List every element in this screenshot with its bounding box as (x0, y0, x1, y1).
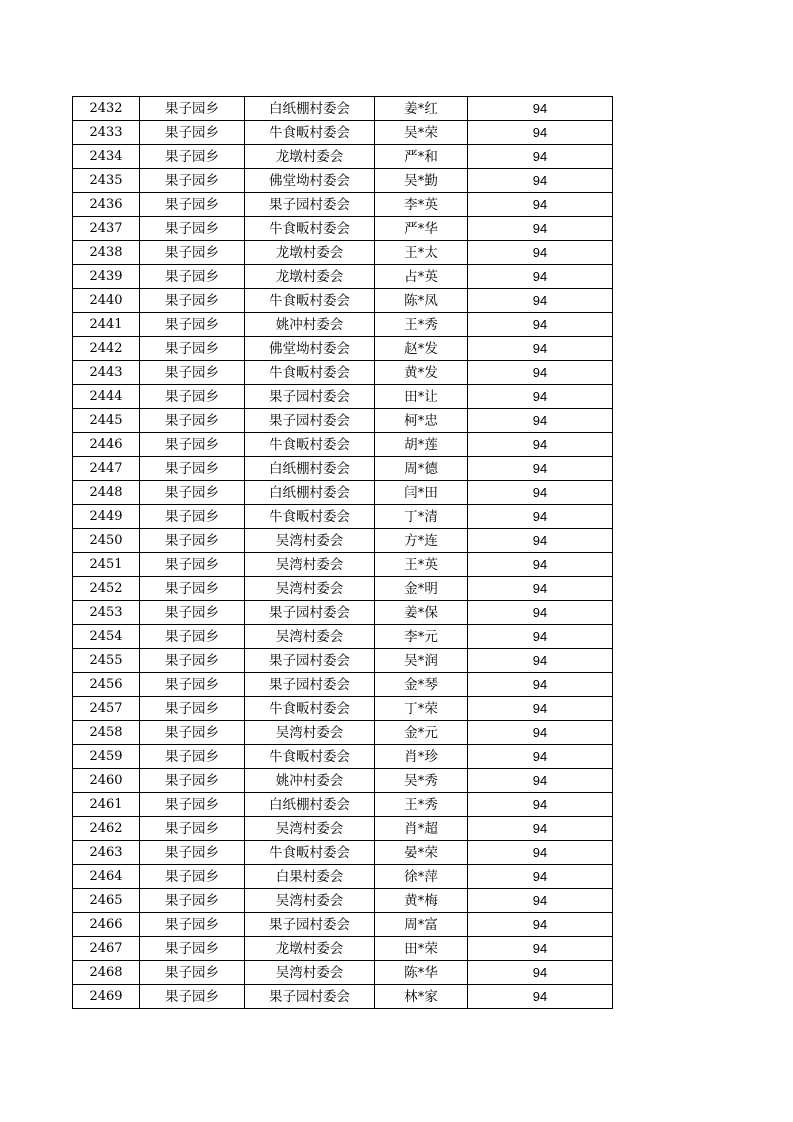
row-number-cell: 2455 (73, 649, 140, 673)
village-committee-cell: 吴湾村委会 (245, 961, 375, 985)
table-row (73, 841, 613, 865)
township-cell: 果子园乡 (140, 841, 245, 865)
row-number-cell: 2453 (73, 601, 140, 625)
name-cell: 姜*红 (375, 97, 468, 121)
name-cell: 周*富 (375, 913, 468, 937)
row-number-cell: 2435 (73, 169, 140, 193)
table-row (73, 433, 613, 457)
township-cell: 果子园乡 (140, 697, 245, 721)
name-cell: 丁*清 (375, 505, 468, 529)
table-row (73, 265, 613, 289)
amount-cell: 94 (468, 433, 613, 457)
township-cell: 果子园乡 (140, 265, 245, 289)
row-number-cell: 2438 (73, 241, 140, 265)
row-number-cell: 2436 (73, 193, 140, 217)
row-number-cell: 2463 (73, 841, 140, 865)
amount-cell: 94 (468, 865, 613, 889)
table-row (73, 553, 613, 577)
name-cell: 李*元 (375, 625, 468, 649)
row-number-cell: 2461 (73, 793, 140, 817)
amount-cell: 94 (468, 697, 613, 721)
township-cell: 果子园乡 (140, 337, 245, 361)
table-row (73, 625, 613, 649)
row-number-cell: 2434 (73, 145, 140, 169)
township-cell: 果子园乡 (140, 121, 245, 145)
township-cell: 果子园乡 (140, 409, 245, 433)
township-cell: 果子园乡 (140, 313, 245, 337)
village-committee-cell: 果子园村委会 (245, 985, 375, 1009)
table-body (73, 97, 613, 1009)
table-row (73, 121, 613, 145)
amount-cell: 94 (468, 601, 613, 625)
table-row (73, 505, 613, 529)
amount-cell: 94 (468, 385, 613, 409)
village-committee-cell: 白纸棚村委会 (245, 457, 375, 481)
village-committee-cell: 吴湾村委会 (245, 889, 375, 913)
amount-cell: 94 (468, 337, 613, 361)
table-row (73, 913, 613, 937)
row-number-cell: 2469 (73, 985, 140, 1009)
table-row (73, 289, 613, 313)
table-row (73, 361, 613, 385)
table-row (73, 985, 613, 1009)
township-cell: 果子园乡 (140, 553, 245, 577)
row-number-cell: 2440 (73, 289, 140, 313)
row-number-cell: 2441 (73, 313, 140, 337)
name-cell: 柯*忠 (375, 409, 468, 433)
township-cell: 果子园乡 (140, 217, 245, 241)
village-committee-cell: 牛食畈村委会 (245, 745, 375, 769)
village-committee-cell: 果子园村委会 (245, 193, 375, 217)
village-committee-cell: 白纸棚村委会 (245, 481, 375, 505)
township-cell: 果子园乡 (140, 769, 245, 793)
village-committee-cell: 果子园村委会 (245, 385, 375, 409)
township-cell: 果子园乡 (140, 913, 245, 937)
village-committee-cell: 吴湾村委会 (245, 625, 375, 649)
name-cell: 姜*保 (375, 601, 468, 625)
township-cell: 果子园乡 (140, 457, 245, 481)
township-cell: 果子园乡 (140, 529, 245, 553)
township-cell: 果子园乡 (140, 817, 245, 841)
name-cell: 周*德 (375, 457, 468, 481)
table-row (73, 817, 613, 841)
name-cell: 金*琴 (375, 673, 468, 697)
row-number-cell: 2457 (73, 697, 140, 721)
village-committee-cell: 果子园村委会 (245, 913, 375, 937)
row-number-cell: 2442 (73, 337, 140, 361)
name-cell: 吴*荣 (375, 121, 468, 145)
table-row (73, 673, 613, 697)
table-row (73, 169, 613, 193)
township-cell: 果子园乡 (140, 193, 245, 217)
row-number-cell: 2439 (73, 265, 140, 289)
name-cell: 田*荣 (375, 937, 468, 961)
village-committee-cell: 龙墩村委会 (245, 265, 375, 289)
row-number-cell: 2449 (73, 505, 140, 529)
village-committee-cell: 牛食畈村委会 (245, 697, 375, 721)
amount-cell: 94 (468, 769, 613, 793)
name-cell: 丁*荣 (375, 697, 468, 721)
township-cell: 果子园乡 (140, 673, 245, 697)
village-committee-cell: 龙墩村委会 (245, 145, 375, 169)
table-row (73, 793, 613, 817)
table-row (73, 745, 613, 769)
name-cell: 吴*润 (375, 649, 468, 673)
township-cell: 果子园乡 (140, 601, 245, 625)
township-cell: 果子园乡 (140, 169, 245, 193)
name-cell: 吴*秀 (375, 769, 468, 793)
table-row (73, 409, 613, 433)
name-cell: 王*太 (375, 241, 468, 265)
village-committee-cell: 白纸棚村委会 (245, 793, 375, 817)
township-cell: 果子园乡 (140, 505, 245, 529)
amount-cell: 94 (468, 529, 613, 553)
amount-cell: 94 (468, 289, 613, 313)
village-committee-cell: 牛食畈村委会 (245, 121, 375, 145)
row-number-cell: 2460 (73, 769, 140, 793)
township-cell: 果子园乡 (140, 625, 245, 649)
table-row (73, 961, 613, 985)
name-cell: 徐*萍 (375, 865, 468, 889)
name-cell: 吴*勤 (375, 169, 468, 193)
village-committee-cell: 牛食畈村委会 (245, 841, 375, 865)
amount-cell: 94 (468, 793, 613, 817)
village-committee-cell: 吴湾村委会 (245, 529, 375, 553)
name-cell: 黄*发 (375, 361, 468, 385)
village-committee-cell: 佛堂坳村委会 (245, 337, 375, 361)
amount-cell: 94 (468, 409, 613, 433)
table-row (73, 865, 613, 889)
amount-cell: 94 (468, 577, 613, 601)
village-committee-cell: 龙墩村委会 (245, 241, 375, 265)
name-cell: 李*英 (375, 193, 468, 217)
township-cell: 果子园乡 (140, 289, 245, 313)
amount-cell: 94 (468, 361, 613, 385)
name-cell: 王*秀 (375, 793, 468, 817)
village-committee-cell: 姚冲村委会 (245, 313, 375, 337)
table-row (73, 241, 613, 265)
amount-cell: 94 (468, 937, 613, 961)
table-row (73, 193, 613, 217)
amount-cell: 94 (468, 985, 613, 1009)
village-committee-cell: 果子园村委会 (245, 649, 375, 673)
row-number-cell: 2446 (73, 433, 140, 457)
row-number-cell: 2444 (73, 385, 140, 409)
amount-cell: 94 (468, 241, 613, 265)
table-row (73, 577, 613, 601)
township-cell: 果子园乡 (140, 433, 245, 457)
amount-cell: 94 (468, 265, 613, 289)
name-cell: 肖*超 (375, 817, 468, 841)
name-cell: 金*明 (375, 577, 468, 601)
township-cell: 果子园乡 (140, 97, 245, 121)
name-cell: 晏*荣 (375, 841, 468, 865)
row-number-cell: 2464 (73, 865, 140, 889)
name-cell: 田*让 (375, 385, 468, 409)
township-cell: 果子园乡 (140, 961, 245, 985)
row-number-cell: 2445 (73, 409, 140, 433)
name-cell: 陈*凤 (375, 289, 468, 313)
township-cell: 果子园乡 (140, 145, 245, 169)
village-committee-cell: 果子园村委会 (245, 409, 375, 433)
name-cell: 林*家 (375, 985, 468, 1009)
row-number-cell: 2433 (73, 121, 140, 145)
name-cell: 王*英 (375, 553, 468, 577)
amount-cell: 94 (468, 625, 613, 649)
village-committee-cell: 白纸棚村委会 (245, 97, 375, 121)
amount-cell: 94 (468, 145, 613, 169)
row-number-cell: 2450 (73, 529, 140, 553)
row-number-cell: 2432 (73, 97, 140, 121)
township-cell: 果子园乡 (140, 745, 245, 769)
table-row (73, 721, 613, 745)
row-number-cell: 2458 (73, 721, 140, 745)
amount-cell: 94 (468, 121, 613, 145)
table-row (73, 481, 613, 505)
village-committee-cell: 牛食畈村委会 (245, 505, 375, 529)
village-committee-cell: 龙墩村委会 (245, 937, 375, 961)
table-row (73, 337, 613, 361)
township-cell: 果子园乡 (140, 577, 245, 601)
row-number-cell: 2452 (73, 577, 140, 601)
table-row (73, 649, 613, 673)
name-cell: 肖*珍 (375, 745, 468, 769)
name-cell: 闫*田 (375, 481, 468, 505)
table-row (73, 937, 613, 961)
row-number-cell: 2468 (73, 961, 140, 985)
table-row (73, 889, 613, 913)
amount-cell: 94 (468, 673, 613, 697)
amount-cell: 94 (468, 841, 613, 865)
township-cell: 果子园乡 (140, 865, 245, 889)
name-cell: 黄*梅 (375, 889, 468, 913)
township-cell: 果子园乡 (140, 889, 245, 913)
row-number-cell: 2443 (73, 361, 140, 385)
row-number-cell: 2466 (73, 913, 140, 937)
township-cell: 果子园乡 (140, 721, 245, 745)
row-number-cell: 2437 (73, 217, 140, 241)
township-cell: 果子园乡 (140, 241, 245, 265)
name-cell: 占*英 (375, 265, 468, 289)
table-row (73, 145, 613, 169)
village-committee-cell: 吴湾村委会 (245, 721, 375, 745)
township-cell: 果子园乡 (140, 385, 245, 409)
amount-cell: 94 (468, 481, 613, 505)
village-committee-cell: 姚冲村委会 (245, 769, 375, 793)
amount-cell: 94 (468, 961, 613, 985)
table-row (73, 529, 613, 553)
table-row (73, 97, 613, 121)
amount-cell: 94 (468, 817, 613, 841)
table-row (73, 697, 613, 721)
table-row (73, 217, 613, 241)
name-cell: 严*和 (375, 145, 468, 169)
name-cell: 方*连 (375, 529, 468, 553)
name-cell: 胡*莲 (375, 433, 468, 457)
township-cell: 果子园乡 (140, 481, 245, 505)
subsidy-table (72, 96, 613, 1009)
row-number-cell: 2462 (73, 817, 140, 841)
amount-cell: 94 (468, 97, 613, 121)
table-row (73, 457, 613, 481)
township-cell: 果子园乡 (140, 361, 245, 385)
village-committee-cell: 牛食畈村委会 (245, 433, 375, 457)
table-row (73, 313, 613, 337)
village-committee-cell: 佛堂坳村委会 (245, 169, 375, 193)
row-number-cell: 2467 (73, 937, 140, 961)
amount-cell: 94 (468, 745, 613, 769)
village-committee-cell: 牛食畈村委会 (245, 289, 375, 313)
row-number-cell: 2459 (73, 745, 140, 769)
row-number-cell: 2448 (73, 481, 140, 505)
table-row (73, 769, 613, 793)
village-committee-cell: 牛食畈村委会 (245, 361, 375, 385)
village-committee-cell: 吴湾村委会 (245, 817, 375, 841)
name-cell: 金*元 (375, 721, 468, 745)
amount-cell: 94 (468, 505, 613, 529)
name-cell: 赵*发 (375, 337, 468, 361)
amount-cell: 94 (468, 649, 613, 673)
row-number-cell: 2447 (73, 457, 140, 481)
amount-cell: 94 (468, 217, 613, 241)
amount-cell: 94 (468, 553, 613, 577)
amount-cell: 94 (468, 193, 613, 217)
township-cell: 果子园乡 (140, 649, 245, 673)
table-row (73, 601, 613, 625)
amount-cell: 94 (468, 721, 613, 745)
village-committee-cell: 吴湾村委会 (245, 577, 375, 601)
amount-cell: 94 (468, 169, 613, 193)
name-cell: 严*华 (375, 217, 468, 241)
row-number-cell: 2465 (73, 889, 140, 913)
village-committee-cell: 果子园村委会 (245, 601, 375, 625)
amount-cell: 94 (468, 313, 613, 337)
village-committee-cell: 白果村委会 (245, 865, 375, 889)
village-committee-cell: 牛食畈村委会 (245, 217, 375, 241)
name-cell: 王*秀 (375, 313, 468, 337)
table-row (73, 385, 613, 409)
township-cell: 果子园乡 (140, 793, 245, 817)
name-cell: 陈*华 (375, 961, 468, 985)
village-committee-cell: 果子园村委会 (245, 673, 375, 697)
row-number-cell: 2451 (73, 553, 140, 577)
village-committee-cell: 吴湾村委会 (245, 553, 375, 577)
amount-cell: 94 (468, 913, 613, 937)
row-number-cell: 2456 (73, 673, 140, 697)
amount-cell: 94 (468, 889, 613, 913)
township-cell: 果子园乡 (140, 937, 245, 961)
township-cell: 果子园乡 (140, 985, 245, 1009)
row-number-cell: 2454 (73, 625, 140, 649)
amount-cell: 94 (468, 457, 613, 481)
